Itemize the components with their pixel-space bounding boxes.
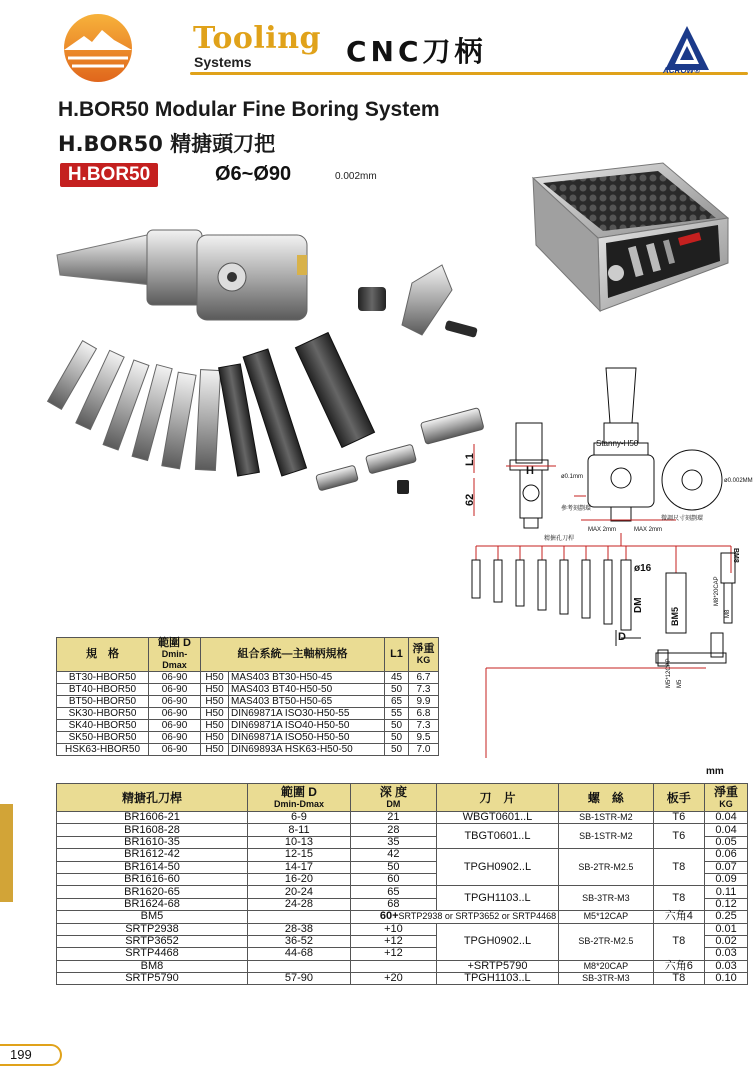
m8cap-label: M8*20CAP xyxy=(714,576,720,606)
fine-scale-label: 微調尺寸刻劃環 xyxy=(661,516,704,522)
table-row: BM5 60+SRTP2938 or SRTP3652 or SRTP4468 M5*12CAP 六角4 0.25 xyxy=(57,911,748,923)
boring-bar-table xyxy=(56,783,748,985)
table-row: BR1616-60 16-20 60 0.09 xyxy=(57,873,748,885)
header-title: CNC刀柄 xyxy=(346,35,487,68)
col-screw: 螺 絲 xyxy=(559,784,653,812)
table-row: SRTP4468 44-68 +12 0.03 xyxy=(57,948,748,960)
tool-case-photo xyxy=(528,163,733,315)
table-row: SK50-HBOR50 06-90 H50 DIN69871A ISO50-H50-50 50 9.5 xyxy=(57,732,439,744)
table-row: BT50-HBOR50 06-90 H50 MAS403 BT50-H50-65 65 9.9 xyxy=(57,696,439,708)
table-row: SRTP2938 28-38 +10 TPGH0902..L SB-2TR-M2.5 T8 0.01 xyxy=(57,923,748,935)
table-row: BR1624-68 24-28 68 0.12 xyxy=(57,898,748,910)
table-row: BR1612-42 12-15 42 TPGH0902..L SB-2TR-M2.5 T8 0.06 xyxy=(57,849,748,861)
brand-tooling-text: Tooling xyxy=(193,21,321,56)
table-row: BT30-HBOR50 06-90 H50 MAS403 BT30-H50-45 45 6.7 xyxy=(57,672,439,684)
table-row: SK40-HBOR50 06-90 H50 DIN69871A ISO40-H50-50 50 7.3 xyxy=(57,720,439,732)
product-title-zh: H.BOR50 精搪頭刀把 xyxy=(58,132,276,156)
table-row: BT40-HBOR50 06-90 H50 MAS403 BT40-H50-50 50 7.3 xyxy=(57,684,439,696)
bm8-label: BM8 xyxy=(732,548,739,563)
table-row: BR1614-50 14-17 50 0.07 xyxy=(57,861,748,873)
boring-bar-label: 精搪孔刀桿 xyxy=(544,536,575,542)
sun-mountain-logo xyxy=(62,12,134,84)
acrow-logo-text: ACROW® xyxy=(663,66,700,75)
tools-photo xyxy=(52,225,502,500)
col-bar: 精搪孔刀桿 xyxy=(57,784,248,812)
phi01-label: ø0.1mm xyxy=(561,474,584,480)
table-row: HSK63-HBOR50 06-90 H50 DIN69893A HSK63-H50-50 50 7.0 xyxy=(57,744,439,756)
product-title-en: H.BOR50 Modular Fine Boring System xyxy=(58,98,440,121)
max-left-label: MAX 2mm xyxy=(588,527,617,533)
table-row: SRTP3652 36-52 +12 0.02 xyxy=(57,935,748,947)
table-row: BR1610-35 10-13 35 0.05 xyxy=(57,836,748,848)
col-wrench: 板手 xyxy=(653,784,705,812)
holder-spec-table xyxy=(56,637,439,756)
section-side-tab xyxy=(0,804,13,902)
bm5-label: BM5 xyxy=(670,606,680,626)
col-weight: 淨重 KG xyxy=(705,784,748,812)
col-insert: 刀 片 xyxy=(436,784,558,812)
phi0002-label: ø0.002MM xyxy=(724,478,753,484)
product-badge: H.BOR50 xyxy=(60,163,158,187)
ref-scale-label: 參考刻劃環 xyxy=(561,506,592,512)
table-row: BR1620-65 20-24 65 TPGH1103..L SB-3TR-M3 T8 0.11 xyxy=(57,886,748,898)
m8-label: M8 xyxy=(725,609,731,618)
stanny-label: Stanny-H50 xyxy=(596,439,639,448)
page-number: 199 xyxy=(0,1044,62,1066)
col-system: 組合系統—主軸柄規格 xyxy=(201,638,385,672)
mm-unit-label: mm xyxy=(706,766,724,777)
col-range: 範圍 D Dmin-Dmax xyxy=(149,638,201,672)
table-row: BR1608-28 8-11 28 TBGT0601..L SB-1STR-M2 T6 0.04 xyxy=(57,824,748,836)
phi16-label: ø16 xyxy=(634,563,652,574)
d-label: D xyxy=(618,631,626,643)
precision-value: 0.002mm xyxy=(335,171,377,182)
m5-label: M5 xyxy=(677,679,683,688)
dm-label: DM xyxy=(633,597,644,613)
col-range: 範圍 D Dmin-Dmax xyxy=(247,784,350,812)
max-right-label: MAX 2mm xyxy=(634,527,663,533)
dim-h-label: H xyxy=(526,465,534,477)
dim-62-label: 62 xyxy=(464,493,476,506)
col-weight: 淨重 KG xyxy=(409,638,439,672)
technical-drawing xyxy=(466,368,755,768)
table-row: BR1606-21 6-9 21 WBGT0601..L SB-1STR-M2 T6 0.04 xyxy=(57,812,748,824)
col-spec: 規 格 xyxy=(57,638,149,672)
table-row: SRTP5790 57-90 +20 TPGH1103..L SB-3TR-M3 T8 0.10 xyxy=(57,973,748,985)
brand-logotype xyxy=(193,21,321,70)
col-depth: 深 度 DM xyxy=(350,784,436,812)
brand-systems-text: Systems xyxy=(194,54,252,70)
dim-l1-label: L1 xyxy=(464,453,476,466)
col-l1: L1 xyxy=(385,638,409,672)
table-row: BM8 +SRTP5790 M8*20CAP 六角6 0.03 xyxy=(57,960,748,972)
table-row: SK30-HBOR50 06-90 H50 DIN69871A ISO30-H50-55 55 6.8 xyxy=(57,708,439,720)
m5cap-label: M5*12CAP xyxy=(666,658,672,688)
diameter-range: Ø6~Ø90 xyxy=(215,163,292,185)
